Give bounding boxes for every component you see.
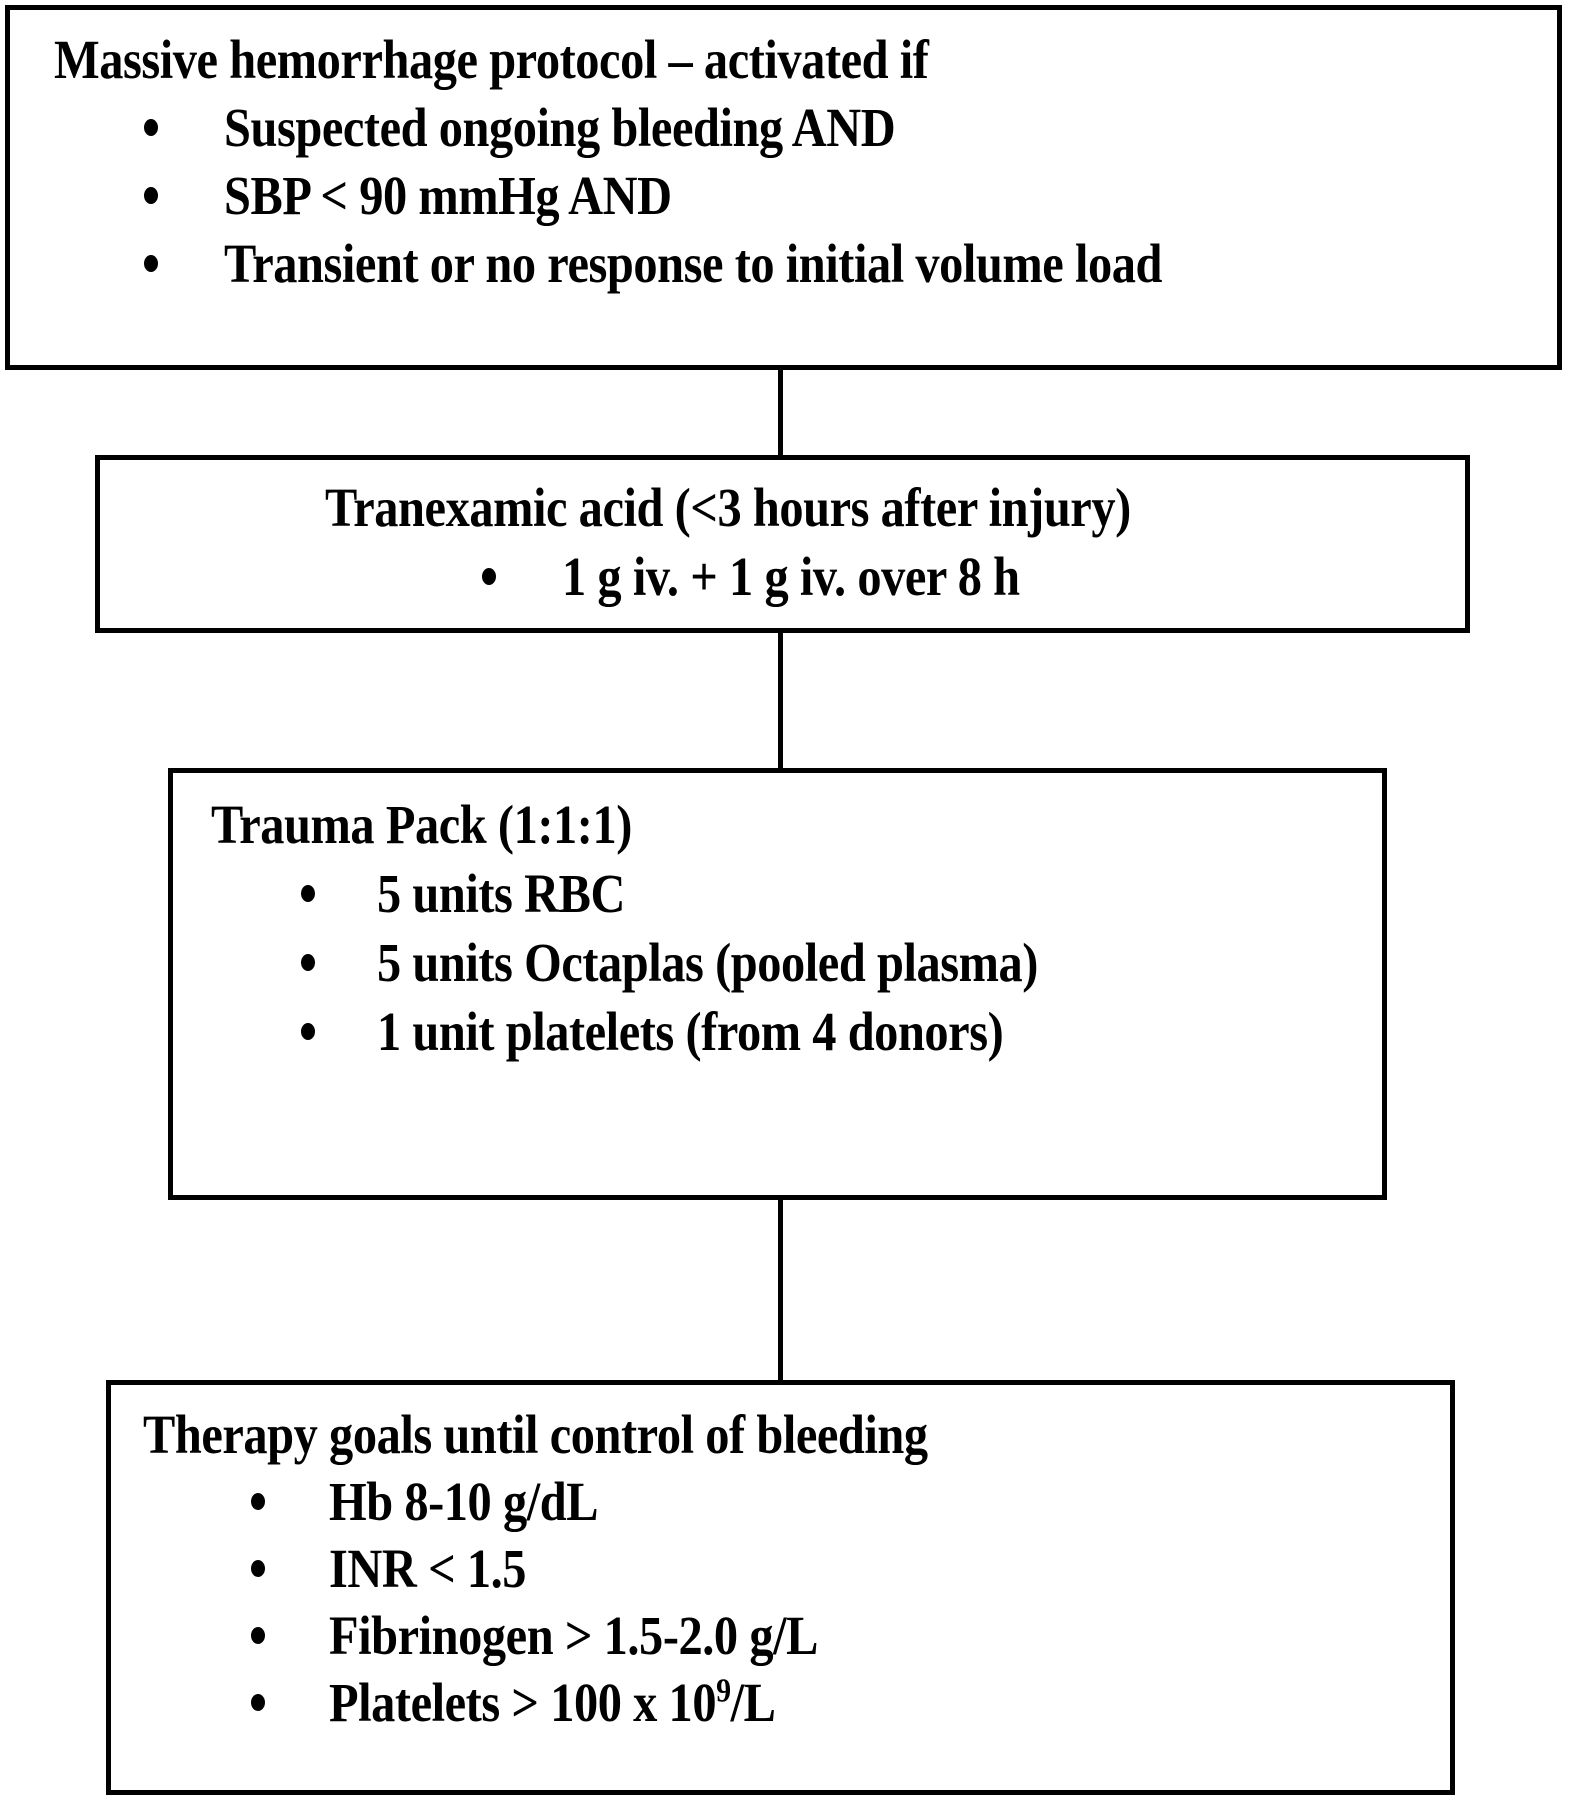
- bullet-label: 1 unit platelets (from 4 donors): [377, 1001, 1004, 1062]
- list-item: [54, 165, 1557, 226]
- box-content: [10, 10, 1557, 294]
- connector-trauma-pack-to-goals: [778, 1198, 783, 1382]
- bullet-label: 5 units RBC: [377, 863, 625, 924]
- list-item: [143, 1471, 1450, 1532]
- platelets-prefix: Platelets > 100 x 10: [329, 1672, 717, 1733]
- bullet-label: Transient or no response to initial volume load: [224, 233, 1162, 294]
- box-heading-protocol: Massive hemorrhage protocol – activated if: [54, 29, 929, 90]
- list-item: [143, 1672, 1450, 1733]
- bullet-dot-icon: [301, 885, 315, 902]
- box-massive-hemorrhage-protocol: [5, 5, 1562, 370]
- platelets-suffix: /L: [730, 1672, 776, 1733]
- list-item: [211, 932, 1382, 993]
- bullet-label: Suspected ongoing bleeding AND: [224, 97, 896, 158]
- bullet-dot-icon: [251, 1694, 265, 1711]
- bullet-dot-icon: [144, 119, 158, 136]
- connector-protocol-to-txa: [778, 370, 783, 457]
- bullet-dot-icon: [301, 954, 315, 971]
- list-item: [211, 1001, 1382, 1062]
- box-heading-trauma-pack: Trauma Pack (1:1:1): [211, 794, 632, 855]
- bullet-list-trauma-pack: [211, 863, 1382, 1062]
- bullet-dot-icon: [251, 1627, 265, 1644]
- bullet-label: INR < 1.5: [329, 1538, 527, 1599]
- bullet-list-protocol: [54, 97, 1557, 294]
- bullet-dot-icon: [482, 568, 496, 585]
- box-tranexamic-acid: [95, 455, 1470, 633]
- list-item: [143, 1538, 1450, 1599]
- bullet-dot-icon: [144, 187, 158, 204]
- platelets-exponent: 9: [716, 1672, 731, 1710]
- list-item: [54, 97, 1557, 158]
- bullet-label: 1 g iv. + 1 g iv. over 8 h: [562, 546, 1021, 607]
- bullet-list-tranexamic-acid: [100, 546, 1465, 607]
- box-therapy-goals: [106, 1380, 1455, 1795]
- bullet-dot-icon: [251, 1560, 265, 1577]
- bullet-label: Fibrinogen > 1.5-2.0 g/L: [329, 1605, 818, 1666]
- bullet-label-platelets: [329, 1672, 776, 1733]
- box-heading-therapy-goals: Therapy goals until control of bleeding: [143, 1404, 928, 1465]
- bullet-label: 5 units Octaplas (pooled plasma): [377, 932, 1038, 993]
- box-heading-tranexamic-acid: Tranexamic acid (<3 hours after injury): [324, 477, 1131, 538]
- list-item: [211, 863, 1382, 924]
- bullet-label: SBP < 90 mmHg AND: [224, 165, 672, 226]
- box-content: [100, 460, 1465, 607]
- bullet-dot-icon: [144, 255, 158, 272]
- box-trauma-pack: [168, 768, 1387, 1200]
- list-item: [54, 233, 1557, 294]
- box-content: [111, 1385, 1450, 1733]
- connector-txa-to-trauma-pack: [778, 631, 783, 770]
- bullet-dot-icon: [251, 1493, 265, 1510]
- bullet-list-therapy-goals: [143, 1471, 1450, 1733]
- box-content: [173, 773, 1382, 1062]
- bullet-dot-icon: [301, 1023, 315, 1040]
- list-item: [143, 1605, 1450, 1666]
- list-item: [100, 546, 1465, 607]
- bullet-label: Hb 8-10 g/dL: [329, 1471, 599, 1532]
